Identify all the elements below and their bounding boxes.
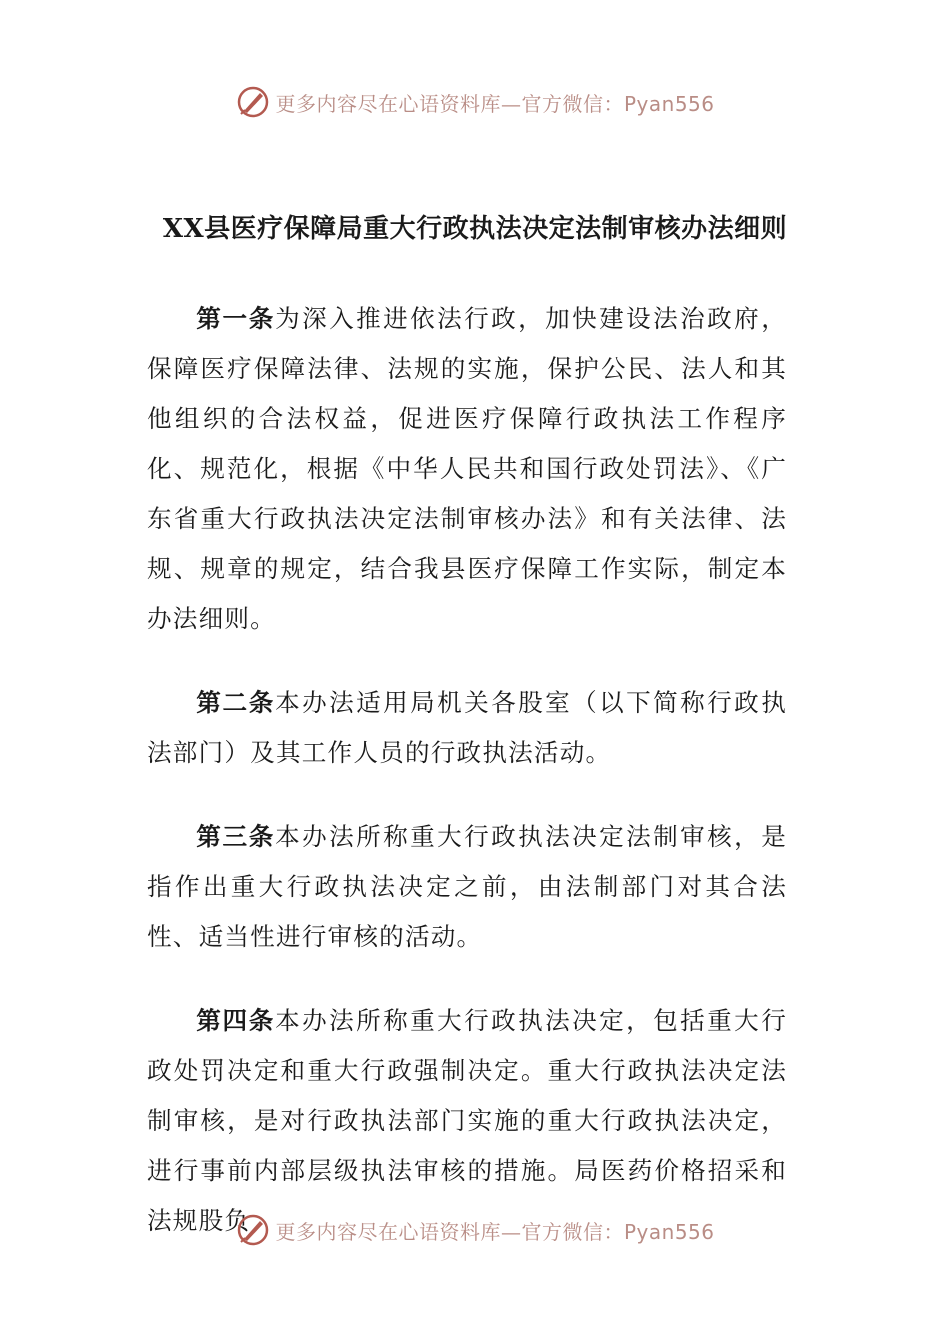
article-paragraph: [147, 678, 787, 778]
article-text: 本办法所称重大行政执法决定法制审核，是指作出重大行政执法决定之前，由法制部门对其合法性、适当性进行审核的活动。: [147, 822, 787, 951]
article-label: 第一条: [196, 304, 276, 333]
article-text: 本办法所称重大行政执法决定，包括重大行政处罚决定和重大行政强制决定。重大行政执法决定法制审核，是对行政执法部门实施的重大行政执法决定，进行事前内部层级执法审核的措施。局医药价格招采和法规股负: [147, 1006, 787, 1235]
article-text: 为深入推进依法行政，加快建设法治政府，保障医疗保障法律、法规的实施，保护公民、法人和其他组织的合法权益，促进医疗保障行政执法工作程序化、规范化，根据《中华人民共和国行政处罚法》、《广东省重大行政执法决定法制审核办法》和有关法律、法规、规章的规定，结合我县医疗保障工作实际，制定本办法细则。: [147, 304, 787, 633]
article-label: 第三条: [196, 822, 276, 851]
banner-text: 更多内容尽在心语资料库—官方微信：Pyan556: [275, 1219, 715, 1244]
article-paragraph: [147, 294, 787, 644]
document-title: XX县医疗保障局重大行政执法决定法制审核办法细则: [162, 214, 788, 244]
wechat-id: Pyan556: [623, 1219, 715, 1244]
quill-logo-icon: [235, 1212, 271, 1248]
header-banner: [0, 80, 950, 124]
banner-text: 更多内容尽在心语资料库—官方微信：Pyan556: [275, 91, 715, 116]
article-paragraph: [147, 812, 787, 962]
document-body: [147, 294, 787, 1246]
quill-logo-icon: [235, 84, 271, 120]
footer-banner: [0, 1208, 950, 1252]
article-label: 第二条: [196, 688, 276, 717]
wechat-id: Pyan556: [623, 91, 715, 116]
article-label: 第四条: [196, 1006, 276, 1035]
article-text: 本办法适用局机关各股室（以下简称行政执法部门）及其工作人员的行政执法活动。: [147, 688, 787, 767]
